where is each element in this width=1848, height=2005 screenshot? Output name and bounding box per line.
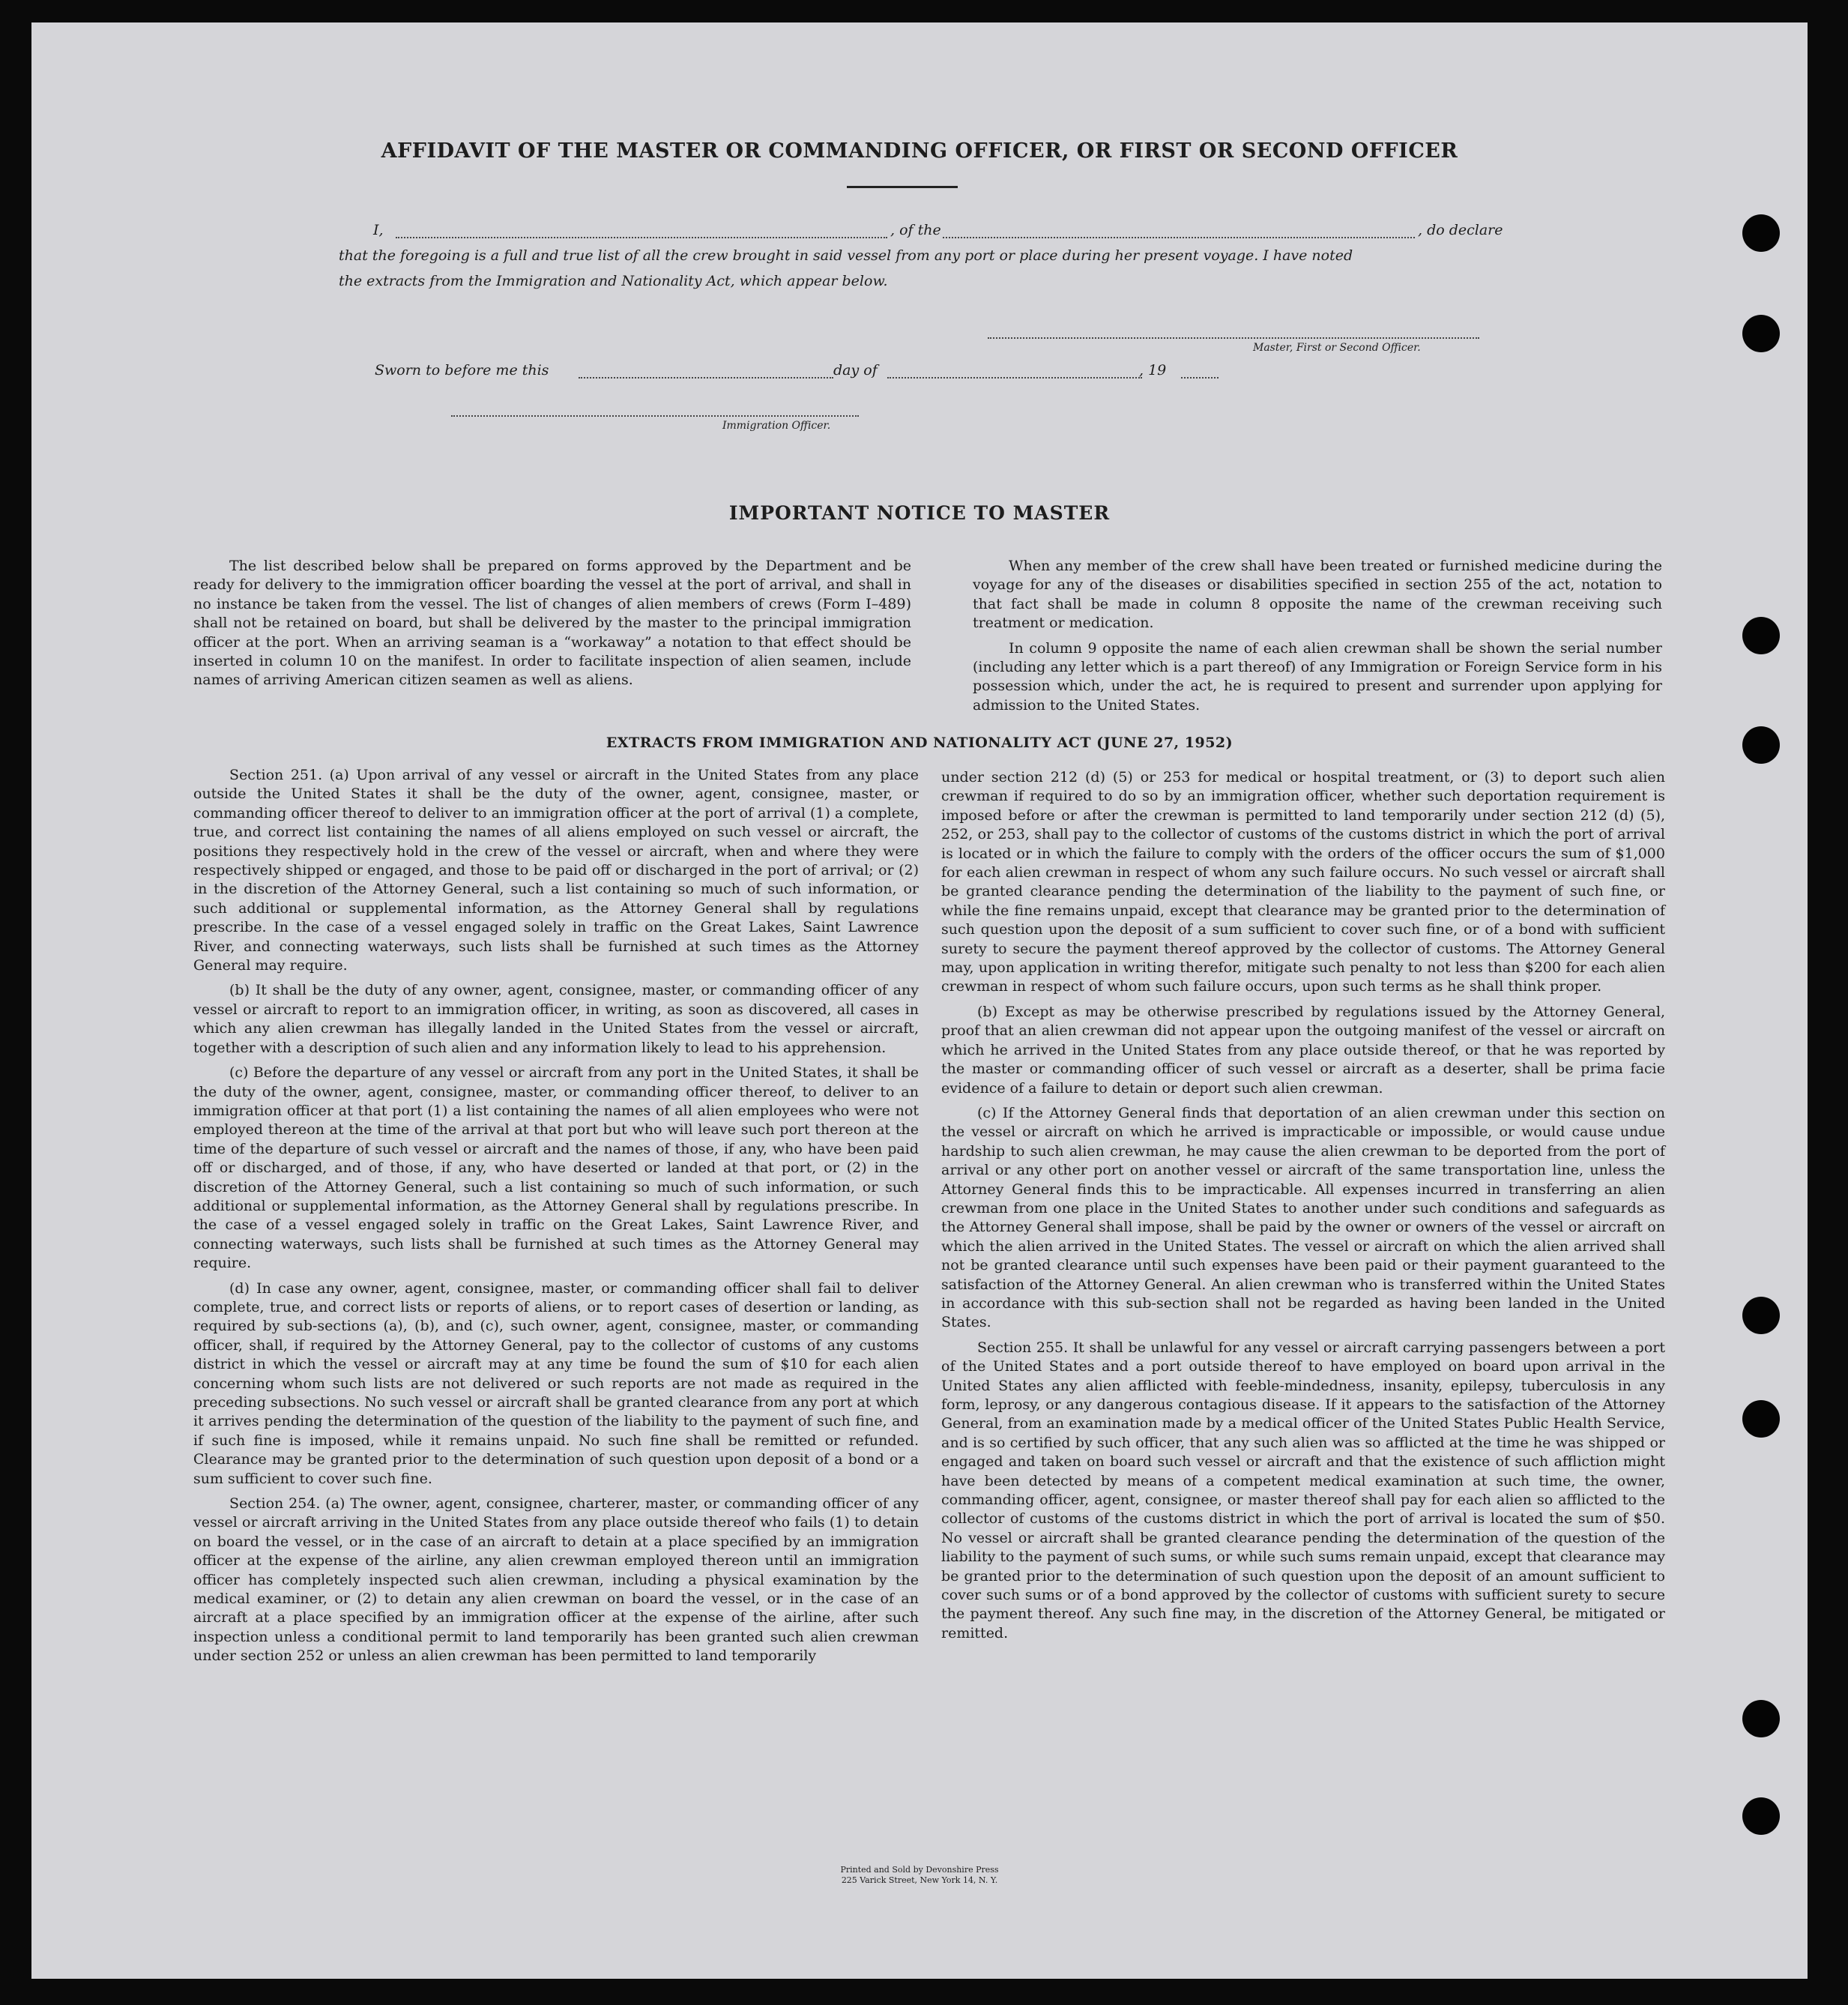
extract-paragraph: Section 251. (a) Upon arrival of any vessel or aircraft in the United States from any place outside the United States it shall be the duty of the owner, agent, consignee, master, or commanding officer thereof to deliver to an immigration officer at the port of arrival (1) a complete, true, and correct list containing the names of all aliens employed on such vessel or aircraft, the positions they respectively hold in the crew of the vessel or aircraft, when and where they were respectively shipped or engaged, and those to be paid off or discharged in the port of arrival; or (2) in the discretion of the Attorney General, such a list containing so much of such information, or such additional or supplemental information, as the Attorney General shall by regulations prescribe. In the case of a vessel engaged solely in traffic on the Great Lakes, Saint Lawrence River, and connecting waterways, such lists shall be furnished at such times as the Attorney General may require. bbox=[193, 767, 919, 974]
extract-paragraph: Section 255. It shall be unlawful for any vessel or aircraft carrying passengers between a port of the United States and a port outside thereof to have employed on board upon arrival in the United States any alien afflicted with feeble-mindedness, insanity, epilepsy, tuberculosis in any form, leprosy, or any dangerous contagious disease. If it appears to the satisfaction of the Attorney General, from an examination made by a medical officer of the United States Public Health Service, and is so certified by such officer, that any such alien was so afflicted at the time he was shipped or engaged and taken on board such vessel or aircraft and that the existence of such affliction might have been detected by means of a competent medical examination at such time, the owner, commanding officer, agent, consignee, or master thereof shall pay for each alien so afflicted to the collector of customs of the customs district in which the port of arrival is located the sum of $50. No vessel or aircraft shall be granted clearance pending the determination of the question of the liability to the payment of such sums, or while such sums remain unpaid, except that clearance may be granted prior to the determination of such question upon the deposit of an amount sufficient to cover such sums or of a bond approved by the collector of customs with sufficient surety to secure the payment thereof. Any such fine may, in the discretion of the Attorney General, be mitigated or remitted. bbox=[941, 1339, 1665, 1641]
extracts-right-column bbox=[941, 768, 1665, 1649]
declaration-line-2: the extracts from the Immigration and Nationality Act, which appear below. bbox=[339, 273, 888, 289]
master-signature-field[interactable] bbox=[988, 337, 1479, 339]
immigration-officer-caption: Immigration Officer. bbox=[722, 420, 831, 432]
notice-title: IMPORTANT NOTICE TO MASTER bbox=[728, 502, 1111, 524]
extract-paragraph: (c) Before the departure of any vessel or aircraft from any port in the United States, it shall be the duty of the owner, agent, consignee, master, or commanding officer thereof, to deliver to an immigration officer at that port (1) a list containing the names of all alien employees who were not employed thereon at the time of the arrival at that port but who will leave such port thereon at the time of the departure of such vessel or aircraft and the names of those, if any, who have been paid off or discharged, and of those, if any, who have deserted or landed at that port, or (2) in the discretion of the Attorney General, such a list containing so much of such information, or such additional or supplemental information, as the Attorney General shall by regulations prescribe. In the case of a vessel engaged solely in traffic on the Great Lakes, Saint Lawrence River, and connecting waterways, such lists shall be furnished at such times as the Attorney General may require. bbox=[193, 1064, 919, 1272]
extracts-title: EXTRACTS FROM IMMIGRATION AND NATIONALITY ACT (JUNE 27, 1952) bbox=[606, 735, 1233, 751]
master-signature-caption: Master, First or Second Officer. bbox=[1253, 342, 1421, 354]
punch-hole bbox=[1742, 1297, 1780, 1334]
sworn-month-field[interactable] bbox=[887, 377, 1142, 379]
i-label: I, bbox=[373, 222, 384, 238]
extract-paragraph: Section 254. (a) The owner, agent, consignee, charterer, master, or commanding officer of any vessel or aircraft arriving in the United States from any place outside thereof who fails (1) to detain on board the vessel, or in the case of an aircraft to detain at a place specified by an immigration officer at the expense of the airline, any alien crewman employed thereon until an immigration officer has completely inspected such alien crewman, including a physical examination by the medical examiner, or (2) to detain any alien crewman on board the vessel, or in the case of an aircraft at a place specified by an immigration officer at the expense of the airline, after such inspection unless a conditional permit to land temporarily has been granted such alien crewman under section 252 or unless an alien crewman has been permitted to land temporarily bbox=[193, 1495, 919, 1665]
do-declare-label: , do declare bbox=[1418, 222, 1503, 238]
punch-hole bbox=[1742, 1797, 1780, 1835]
title-underline bbox=[847, 186, 958, 188]
extract-paragraph: (b) It shall be the duty of any owner, agent, consignee, master, or commanding officer of any vessel or aircraft to report to an immigration officer, in writing, as soon as discovered, all cases in which any alien crewman has illegally landed in the United States from the vessel or aircraft, together with a description of such alien and any information likely to lead to his apprehension. bbox=[193, 982, 919, 1056]
notice-right-column bbox=[973, 557, 1662, 721]
immigration-officer-signature-field[interactable] bbox=[451, 415, 859, 417]
punch-hole bbox=[1742, 617, 1780, 654]
form-sheet bbox=[31, 22, 1808, 1979]
notice-paragraph: In column 9 opposite the name of each alien crewman shall be shown the serial number (including any letter which is a part thereof) of any Immigration or Foreign Service form in his possession which, under the act, he is required to present and surrender upon applying for admission to the United States. bbox=[973, 639, 1662, 714]
extract-paragraph: (d) In case any owner, agent, consignee, master, or commanding officer shall fail to deliver complete, true, and correct lists or reports of aliens, or to report cases of desertion or landing, as required by sub-sections (a), (b), and (c), such owner, agent, consignee, master, or commanding officer, shall, if required by the Attorney General, pay to the collector of customs of any customs district in which the vessel or aircraft may at any time be found the sum of $10 for each alien concerning whom such lists are not delivered or such reports are not made as required in the preceding subsections. No such vessel or aircraft shall be granted clearance from any port at which it arrives pending the determination of the question of the liability to the payment of such fine, and if such fine is imposed, while it remains unpaid. No such fine shall be remitted or refunded. Clearance may be granted prior to the determination of such question upon deposit of a bond or a sum sufficient to cover such fine. bbox=[193, 1279, 919, 1487]
printer-imprint bbox=[31, 1865, 1808, 1886]
day-of-label: day of bbox=[833, 362, 878, 379]
extracts-left-column bbox=[193, 766, 919, 1672]
name-blank-field[interactable] bbox=[396, 237, 887, 238]
sworn-year-field[interactable] bbox=[1181, 377, 1219, 379]
punch-hole bbox=[1742, 214, 1780, 252]
printer-line-1: Printed and Sold by Devonshire Press bbox=[840, 1865, 999, 1875]
punch-hole bbox=[1742, 315, 1780, 352]
sworn-label: Sworn to before me this bbox=[375, 362, 549, 379]
sworn-day-field[interactable] bbox=[579, 377, 833, 379]
affidavit-title: AFFIDAVIT OF THE MASTER OR COMMANDING OFFICER, OR FIRST OR SECOND OFFICER bbox=[381, 139, 1458, 163]
year-prefix-label: , 19 bbox=[1139, 362, 1167, 379]
extract-paragraph: (b) Except as may be otherwise prescribed by regulations issued by the Attorney General, proof that an alien crewman did not appear upon the outgoing manifest of the vessel or aircraft on which he arrived in the United States from any place outside thereof, or that he was reported by the master or commanding officer of such vessel or aircraft as a deserter, shall be prima facie evidence of a failure to detain or deport such alien crewman. bbox=[941, 1003, 1665, 1097]
vessel-blank-field[interactable] bbox=[943, 237, 1415, 238]
notice-left-column bbox=[193, 557, 911, 696]
punch-hole bbox=[1742, 1700, 1780, 1737]
punch-hole bbox=[1742, 1400, 1780, 1438]
notice-paragraph: When any member of the crew shall have been treated or furnished medicine during the voyage for any of the diseases or disabilities specified in section 255 of the act, notation to that fact shall be made in column 8 opposite the name of the crewman receiving such treatment or medication. bbox=[973, 558, 1662, 632]
of-the-label: , of the bbox=[890, 222, 941, 238]
extract-paragraph: under section 212 (d) (5) or 253 for medical or hospital treatment, or (3) to deport such alien crewman if required to do so by an immigration officer, whether such deportation requirement is imposed before or after the crewman is permitted to land temporarily under section 212 (d) (5), 252, or 253, shall pay to the collector of customs of the customs district in which the port of arrival is located or in which the failure to comply with the orders of the officer occurs the sum of $1,000 for each alien crewman in respect of whom any such failure occurs. No such vessel or aircraft shall be granted clearance pending the determination of the liability to the payment of such fine, or while the fine remains unpaid, except that clearance may be granted prior to the determination of such question upon the deposit of a sum sufficient to cover such fine, or of a bond with sufficient surety to secure the payment thereof approved by the collector of customs. The Attorney General may, upon application in writing therefor, mitigate such penalty to not less than $200 for each alien crewman in respect of whom such failure occurs, upon such terms as he shall think proper. bbox=[941, 769, 1665, 995]
extract-paragraph: (c) If the Attorney General finds that deportation of an alien crewman under this section on the vessel or aircraft on which he arrived is impracticable or impossible, or would cause undue hardship to such alien crewman, he may cause the alien crewman to be deported from the port of arrival or any other port on another vessel or aircraft of the same transportation line, unless the Attorney General finds this to be impracticable. All expenses incurred in transferring an alien crewman from one place in the United States to another under such conditions and safeguards as the Attorney General shall impose, shall be paid by the owner or owners of the vessel or aircraft on which the alien arrived in the United States. The vessel or aircraft on which the alien arrived shall not be granted clearance until such expenses have been paid or their payment guaranteed to the satisfaction of the Attorney General. An alien crewman who is transferred within the United States in accordance with this sub-section shall not be regarded as having been landed in the United States. bbox=[941, 1104, 1665, 1331]
notice-paragraph: The list described below shall be prepared on forms approved by the Department and be ready for delivery to the immigration officer boarding the vessel at the port of arrival, and shall in no instance be taken from the vessel. The list of changes of alien members of crews (Form I–489) shall not be retained on board, but shall be delivered by the master to the principal immigration officer at the port. When an arriving seaman is a “workaway” a notation to that effect should be inserted in column 10 on the manifest. In order to facilitate inspection of alien seamen, include names of arriving American citizen seamen as well as aliens. bbox=[193, 558, 911, 689]
printer-line-2: 225 Varick Street, New York 14, N. Y. bbox=[841, 1875, 998, 1885]
declaration-line-1: that the foregoing is a full and true list of all the crew brought in said vessel from any port or place during her present voyage. I have noted bbox=[339, 247, 1353, 264]
